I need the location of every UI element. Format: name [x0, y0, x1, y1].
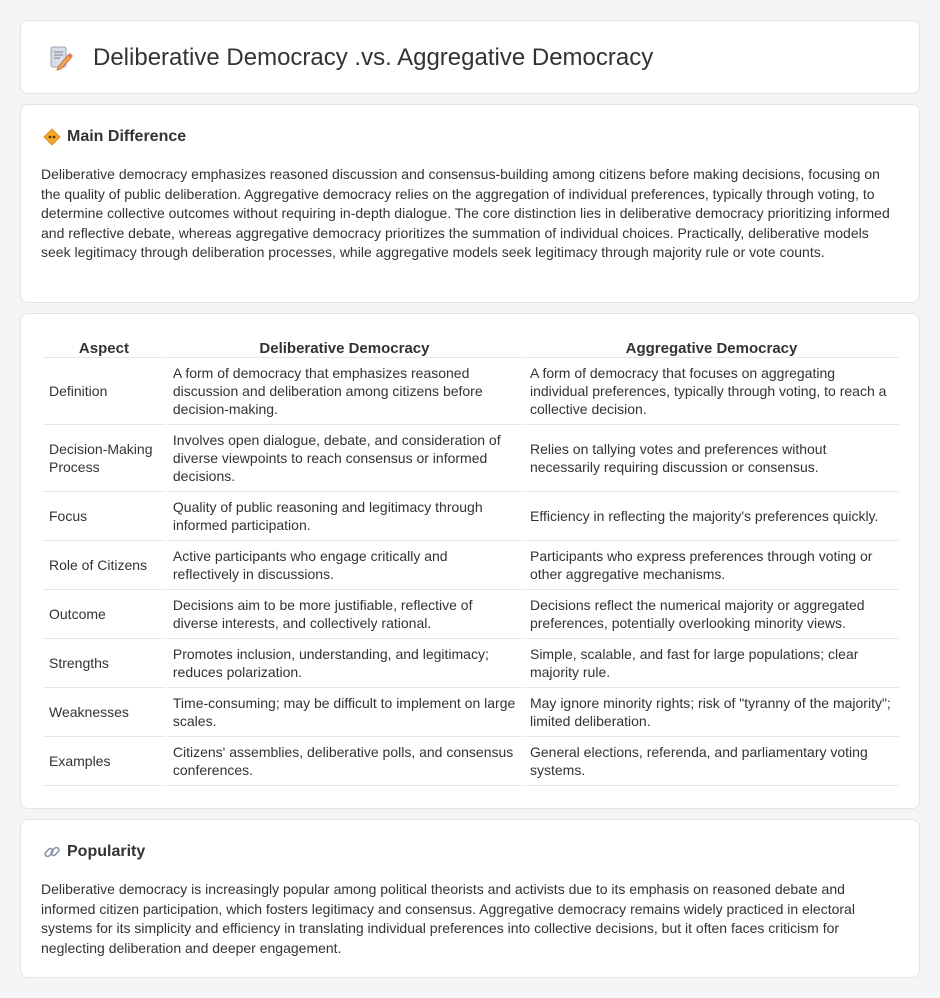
- deliberative-cell: Involves open dialogue, debate, and consideration of diverse viewpoints to reach consensus or informed decisions.: [167, 425, 522, 492]
- aggregative-cell: A form of democracy that focuses on aggregating individual preferences, typically through voting, to reach a collective decision.: [524, 358, 899, 425]
- column-header-deliberative: Deliberative Democracy: [167, 334, 522, 358]
- main-difference-heading: Main Difference: [67, 128, 187, 145]
- aspect-cell: Outcome: [43, 590, 165, 639]
- aspect-cell: Role of Citizens: [43, 541, 165, 590]
- aggregative-cell: Decisions reflect the numerical majority or aggregated preferences, potentially overlooking minority views.: [524, 590, 899, 639]
- table-row: [43, 358, 899, 425]
- table-row: [43, 590, 899, 639]
- popularity-text: Deliberative democracy is increasingly popular among political theorists and activists due to its emphasis on reasoned debate and informed citizen participation, which fosters legitimacy and consensus. Aggregative democracy remains widely practiced in electoral systems for its simplicity and efficiency in translating individual preferences into collective decisions, but it often faces criticism for neglecting deliberation and deeper engagement.: [41, 881, 855, 956]
- aggregative-cell: Simple, scalable, and fast for large populations; clear majority rule.: [524, 639, 899, 688]
- aggregative-cell: Efficiency in reflecting the majority's preferences quickly.: [524, 492, 899, 541]
- table-row: [43, 737, 899, 786]
- column-header-aggregative: Aggregative Democracy: [524, 334, 899, 358]
- aggregative-cell: May ignore minority rights; risk of "tyranny of the majority"; limited deliberation.: [524, 688, 899, 737]
- aspect-cell: Weaknesses: [43, 688, 165, 737]
- title-card: [20, 20, 920, 94]
- aggregative-cell: Relies on tallying votes and preferences without necessarily requiring discussion or consensus.: [524, 425, 899, 492]
- table-header-row: [43, 334, 899, 358]
- table-row: [43, 541, 899, 590]
- popularity-section: [20, 819, 920, 978]
- main-difference-text: Deliberative democracy emphasizes reasoned discussion and consensus-building among citizens before making decisions, focusing on the quality of public deliberation. Aggregative democracy relies on the aggregation of individual preferences, typically through voting, to determine collective outcomes without requiring in-depth dialogue. The core distinction lies in deliberative democracy prioritizing informed and reflective debate, whereas aggregative democracy prioritizes the summation of individual choices. Practically, deliberative models seek legitimacy through deliberation processes, while aggregative models seek legitimacy through majority rule or vote counts.: [41, 166, 890, 260]
- deliberative-cell: Quality of public reasoning and legitimacy through informed participation.: [167, 492, 522, 541]
- aspect-cell: Focus: [43, 492, 165, 541]
- deliberative-cell: Time-consuming; may be difficult to implement on large scales.: [167, 688, 522, 737]
- popularity-heading: Popularity: [67, 843, 146, 860]
- deliberative-cell: Promotes inclusion, understanding, and legitimacy; reduces polarization.: [167, 639, 522, 688]
- deliberative-cell: Decisions aim to be more justifiable, reflective of diverse interests, and collectively rational.: [167, 590, 522, 639]
- comparison-table-card: [20, 313, 920, 809]
- aspect-cell: Examples: [43, 737, 165, 786]
- deliberative-cell: Active participants who engage critically and reflectively in discussions.: [167, 541, 522, 590]
- aspect-cell: Strengths: [43, 639, 165, 688]
- column-header-aspect: Aspect: [43, 334, 165, 358]
- table-row: [43, 425, 899, 492]
- link-icon: [43, 843, 61, 861]
- popularity-heading-row: [43, 842, 145, 862]
- main-difference-section: [20, 104, 920, 303]
- table-row: [43, 639, 899, 688]
- main-difference-heading-row: [43, 127, 186, 147]
- document-edit-icon: [47, 45, 73, 71]
- comparison-table: [41, 334, 901, 786]
- table-row: [43, 688, 899, 737]
- aggregative-cell: Participants who express preferences through voting or other aggregative mechanisms.: [524, 541, 899, 590]
- table-row: [43, 492, 899, 541]
- page-title: Deliberative Democracy .vs. Aggregative Democracy: [93, 44, 654, 71]
- aggregative-cell: General elections, referenda, and parliamentary voting systems.: [524, 737, 899, 786]
- deliberative-cell: A form of democracy that emphasizes reasoned discussion and deliberation among citizens before decision-making.: [167, 358, 522, 425]
- diamond-sign-icon: [43, 128, 61, 146]
- aspect-cell: Decision-Making Process: [43, 425, 165, 492]
- deliberative-cell: Citizens' assemblies, deliberative polls, and consensus conferences.: [167, 737, 522, 786]
- aspect-cell: Definition: [43, 358, 165, 425]
